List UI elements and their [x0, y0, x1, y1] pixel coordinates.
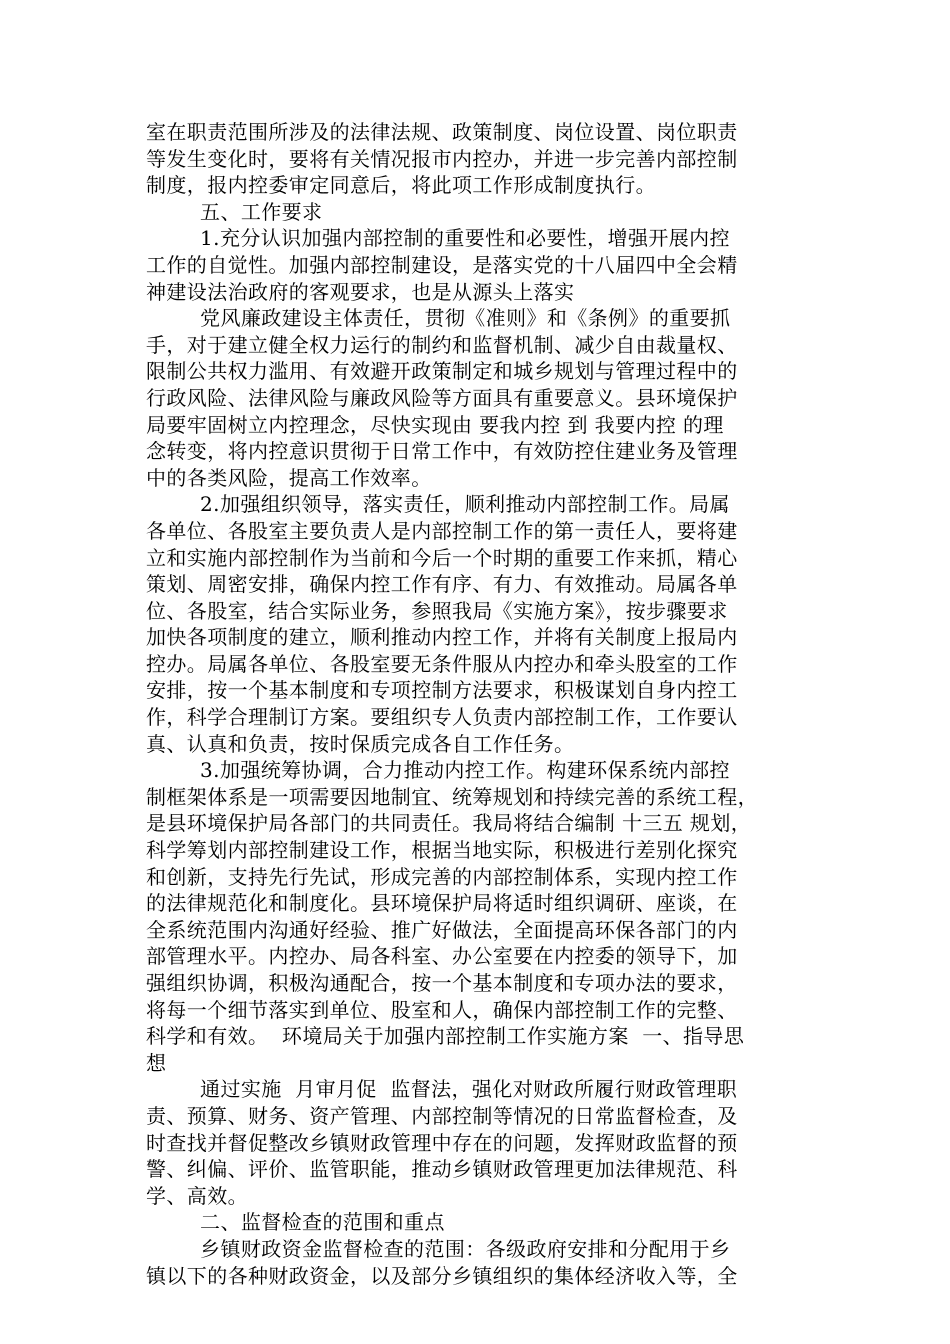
text-line: 是县环境保护局各部门的共同责任。我局将结合编制 十三五 规划，	[146, 811, 752, 836]
text-line: 策划、周密安排，确保内控工作有序、有力、有效推动。局属各单	[146, 572, 738, 597]
text-line: 局要牢固树立内控理念，尽快实现由 要我内控 到 我要内控 的理	[146, 412, 724, 437]
text-line: 工作的自觉性。加强内部控制建设，是落实党的十八届四中全会精	[146, 252, 738, 277]
text-line: 控办。局属各单位、各股室要无条件服从内控办和牵头股室的工作	[146, 651, 738, 676]
text-line: 位、各股室，结合实际业务，参照我局《实施方案》，按步骤要求	[146, 598, 728, 623]
text-line: 想	[146, 1050, 167, 1075]
text-line: 部管理水平。内控办、局各科室、办公室要在内控委的领导下，加	[146, 944, 738, 969]
text-line: 行政风险、法律风险与廉政风险等方面具有重要意义。县环境保护	[146, 385, 738, 410]
text-line: 警、纠偏、评价、监管职能，推动乡镇财政管理更加法律规范、科	[146, 1157, 738, 1182]
text-line: 科学筹划内部控制建设工作，根据当地实际，积极进行差别化探究	[146, 838, 738, 863]
text-line: 各单位、各股室主要负责人是内部控制工作的第一责任人，要将建	[146, 518, 738, 543]
text-line: 二、监督检查的范围和重点	[146, 1210, 445, 1235]
text-line: 3.加强统筹协调，合力推动内控工作。构建环保系统内部控	[146, 758, 730, 783]
text-line: 的法律规范化和制度化。县环境保护局将适时组织调研、座谈，在	[146, 891, 738, 916]
text-line: 手，对于建立健全权力运行的制约和监督机制、减少自由裁量权、	[146, 332, 738, 357]
text-line: 乡镇财政资金监督检查的范围：各级政府安排和分配用于乡	[146, 1236, 731, 1261]
text-line: 时查找并督促整改乡镇财政管理中存在的问题，发挥财政监督的预	[146, 1130, 738, 1155]
text-line: 限制公共权力滥用、有效避开政策制定和城乡规划与管理过程中的	[146, 359, 738, 384]
text-line: 加快各项制度的建立，顺利推动内控工作，并将有关制度上报局内	[146, 625, 738, 650]
text-line: 将每一个细节落实到单位、股室和人，确保内部控制工作的完整、	[146, 997, 738, 1022]
text-line: 制框架体系是一项需要因地制宜、统筹规划和持续完善的系统工程，	[146, 784, 758, 809]
text-line: 强组织协调，积极沟通配合，按一个基本制度和专项办法的要求，	[146, 971, 738, 995]
text-line: 作，科学合理制订方案。要组织专人负责内部控制工作，工作要认	[146, 705, 738, 730]
text-line: 全系统范围内沟通好经验、推广好做法，全面提高环保各部门的内	[146, 917, 738, 942]
text-line: 通过实施 月审月促 监督法，强化对财政所履行财政管理职	[146, 1077, 738, 1102]
text-line: 立和实施内部控制作为当前和今后一个时期的重要工作来抓，精心	[146, 545, 738, 570]
text-line: 室在职责范围所涉及的法律法规、政策制度、岗位设置、岗位职责	[146, 120, 738, 144]
text-line: 神建设法治政府的客观要求，也是从源头上落实	[146, 279, 575, 304]
text-line: 等发生变化时，要将有关情况报市内控办，并进一步完善内部控制	[146, 146, 738, 171]
text-line: 和创新，支持先行先试，形成完善的内部控制体系，实现内控工作	[146, 864, 738, 889]
text-line: 念转变，将内控意识贯彻于日常工作中，有效防控住建业务及管理	[146, 439, 738, 464]
text-line: 党风廉政建设主体责任，贯彻《准则》和《条例》的重要抓	[146, 306, 731, 331]
text-line: 1.充分认识加强内部控制的重要性和必要性，增强开展内控	[146, 226, 730, 251]
text-line: 责、预算、财务、资产管理、内部控制等情况的日常监督检查，及	[146, 1103, 738, 1128]
text-line: 五、工作要求	[146, 199, 323, 224]
text-line: 镇以下的各种财政资金，以及部分乡镇组织的集体经济收入等，全	[146, 1263, 738, 1288]
text-line: 安排，按一个基本制度和专项控制方法要求，积极谋划自身内控工	[146, 678, 738, 703]
document-body	[146, 119, 808, 1289]
text-line: 真、认真和负责，按时保质完成各自工作任务。	[146, 731, 575, 756]
text-line: 2.加强组织领导，落实责任，顺利推动内部控制工作。局属	[146, 492, 730, 517]
text-line: 中的各类风险，提高工作效率。	[146, 465, 432, 490]
text-line: 科学和有效。 环境局关于加强内部控制工作实施方案 一、指导思	[146, 1024, 745, 1049]
text-line: 学、高效。	[146, 1183, 248, 1208]
text-line: 制度，报内控委审定同意后，将此项工作形成制度执行。	[146, 173, 656, 198]
